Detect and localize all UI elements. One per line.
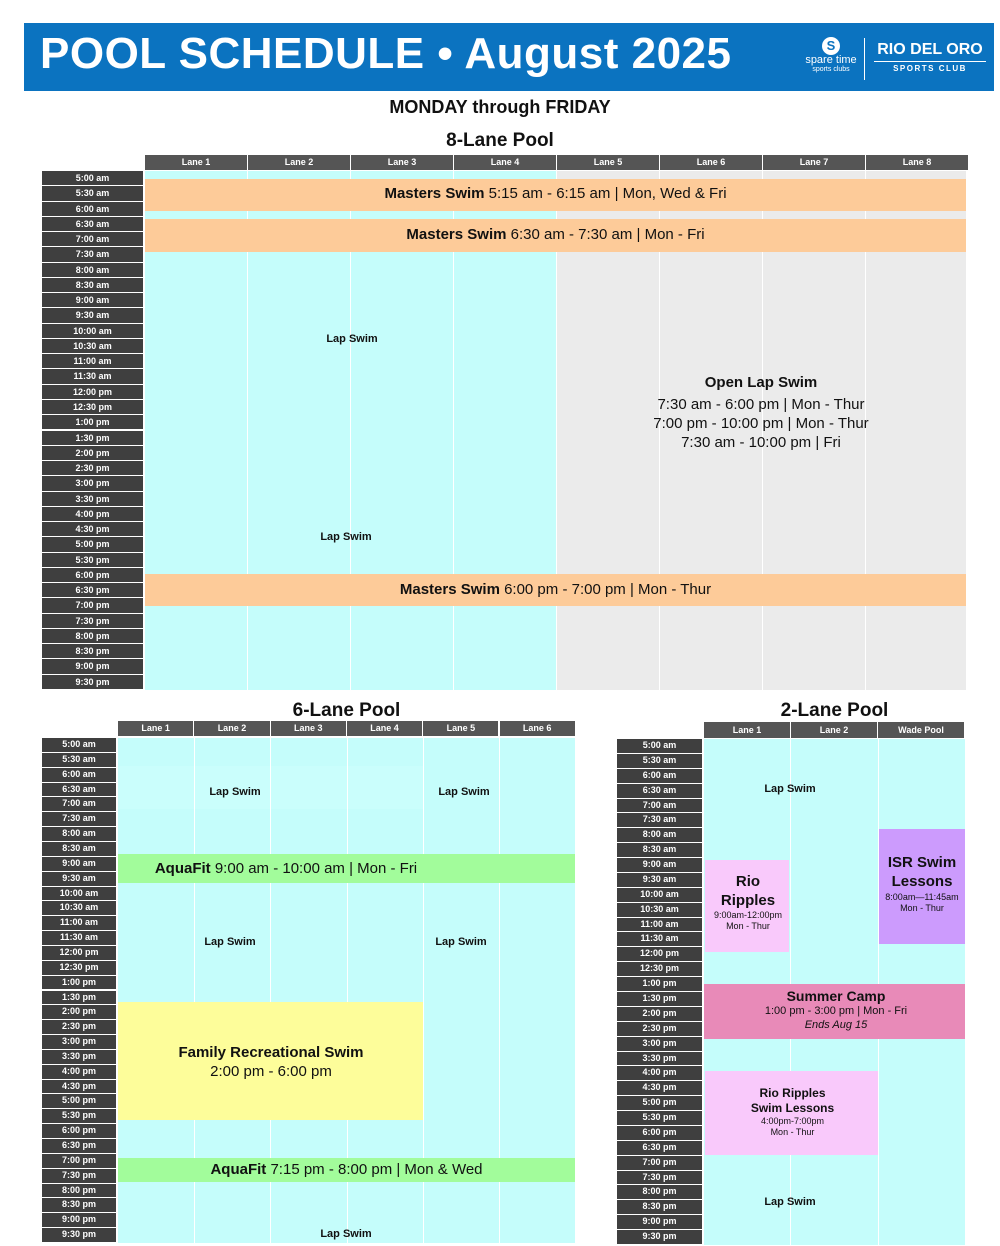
rio-del-oro-logo [870, 41, 990, 73]
pool2-lane-header: Lane 1 [704, 722, 790, 738]
pool8-time-label: 5:30 pm [42, 553, 143, 567]
pool8-time-label: 6:30 am [42, 217, 143, 231]
pool8-time-label: 3:00 pm [42, 476, 143, 490]
days-subtitle: MONDAY through FRIDAY [389, 97, 611, 117]
pool6-time-label: 10:30 am [42, 901, 116, 915]
aquafit-evening-label: AquaFit 7:15 pm - 8:00 pm | Mon & Wed [210, 1161, 483, 1178]
pool2-time-label: 3:00 pm [617, 1037, 702, 1051]
pool2-time-label: 8:30 pm [617, 1200, 702, 1214]
pool8-time-label: 7:00 pm [42, 598, 143, 612]
pool6-time-label: 11:00 am [42, 916, 116, 930]
pool6-time-label: 9:30 am [42, 872, 116, 886]
swim-lessons-title-1: Rio Ripples [759, 1086, 826, 1100]
open-lap-swim-line2: 7:00 pm - 10:00 pm | Mon - Thur [653, 415, 869, 432]
isr-lessons-time: 8:00am—11:45am [885, 892, 959, 902]
pool8-time-label: 4:30 pm [42, 522, 143, 536]
pool2-time-label: 4:00 pm [617, 1066, 702, 1080]
pool6-time-label: 3:30 pm [42, 1050, 116, 1064]
pool6-time-label: 12:30 pm [42, 961, 116, 975]
pool2-time-label: 6:30 am [617, 784, 702, 798]
pool2-time-label: 10:30 am [617, 903, 702, 917]
summer-camp-title: Summer Camp [786, 988, 886, 1004]
pool6-time-label: 6:00 am [42, 768, 116, 782]
pool8-time-label: 9:30 am [42, 308, 143, 322]
pool8-title: 8-Lane Pool [446, 130, 554, 151]
masters-swim-evening-label: Masters Swim 6:00 pm - 7:00 pm | Mon - Thur [399, 581, 712, 598]
pool2-time-label: 12:00 pm [617, 947, 702, 961]
family-swim-title: Family Recreational Swim [178, 1044, 364, 1061]
pool6-time-label: 9:00 am [42, 857, 116, 871]
summer-camp-time: 1:00 pm - 3:00 pm | Mon - Fri [764, 1005, 908, 1017]
pool2-time-label: 6:30 pm [617, 1141, 702, 1155]
pool6-time-label: 7:30 pm [42, 1169, 116, 1183]
pool6-time-label: 5:00 am [42, 738, 116, 752]
pool8-time-label: 5:00 am [42, 171, 143, 185]
pool6-lane-header: Lane 5 [423, 721, 498, 736]
rio-del-oro-logo-line1: RIO DEL ORO [877, 41, 983, 58]
pool6-time-label: 5:30 pm [42, 1109, 116, 1123]
pool8-time-label: 4:00 pm [42, 507, 143, 521]
pool6-lap-swim-label-a: Lap Swim [209, 786, 261, 798]
pool6-time-label: 7:30 am [42, 812, 116, 826]
rio-ripples-time: 9:00am-12:00pm [713, 910, 783, 920]
pool6-time-label: 6:30 am [42, 783, 116, 797]
family-swim-time: 2:00 pm - 6:00 pm [210, 1063, 332, 1080]
pool8-time-label: 5:00 pm [42, 537, 143, 551]
isr-lessons-title-2: Lessons [891, 873, 953, 890]
pool2-lap-swim-label-top: Lap Swim [764, 783, 816, 795]
pool2-title: 2-Lane Pool [780, 700, 889, 721]
pool8-time-label: 6:30 pm [42, 583, 143, 597]
pool6-time-label: 4:00 pm [42, 1065, 116, 1079]
pool6-lane-header: Lane 1 [118, 721, 193, 736]
pool8-time-label: 11:30 am [42, 369, 143, 383]
pool6-lane-header: Lane 3 [271, 721, 346, 736]
pool2-time-label: 7:30 am [617, 813, 702, 827]
pool8-lap-swim-label-top: Lap Swim [326, 333, 378, 345]
pool6-lane-header: Lane 2 [194, 721, 269, 736]
spare-time-logo-line1: spare time [805, 54, 857, 66]
pool6-time-label: 1:00 pm [42, 976, 116, 990]
pool8-lane-header: Lane 1 [145, 155, 247, 170]
pool8-lane-header: Lane 5 [557, 155, 659, 170]
logo-divider [864, 38, 865, 80]
pool2-time-label: 3:30 pm [617, 1052, 702, 1066]
spare-time-logo-line2: sports clubs [812, 66, 850, 73]
pool6-time-label: 8:00 pm [42, 1184, 116, 1198]
pool2-time-label: 9:00 pm [617, 1215, 702, 1229]
pool8-time-label: 9:30 pm [42, 675, 143, 689]
pool6-time-label: 8:00 am [42, 827, 116, 841]
pool2-time-label: 6:00 am [617, 769, 702, 783]
pool6-lap-swim-label-b: Lap Swim [438, 786, 490, 798]
pool2-time-label: 7:30 pm [617, 1171, 702, 1185]
pool8-time-label: 12:30 pm [42, 400, 143, 414]
pool6-lane-header: Lane 4 [347, 721, 422, 736]
pool6-time-label: 10:00 am [42, 887, 116, 901]
pool6-time-label: 6:30 pm [42, 1139, 116, 1153]
pool6-time-label: 2:00 pm [42, 1005, 116, 1019]
rio-del-oro-logo-rule [874, 61, 986, 62]
pool8-lane-header: Lane 6 [660, 155, 762, 170]
pool8-time-label: 8:30 am [42, 278, 143, 292]
pool2-time-label: 11:00 am [617, 918, 702, 932]
pool6-time-label: 8:30 am [42, 842, 116, 856]
pool6-time-label: 9:30 pm [42, 1228, 116, 1242]
pool2-time-label: 4:30 pm [617, 1081, 702, 1095]
pool8-time-label: 9:00 pm [42, 659, 143, 673]
pool2-time-label: 8:00 pm [617, 1185, 702, 1199]
rio-del-oro-logo-line2: SPORTS CLUB [893, 64, 967, 73]
pool6-time-label: 7:00 am [42, 797, 116, 811]
header-banner [24, 23, 994, 91]
pool8-time-label: 7:30 am [42, 247, 143, 261]
pool6-time-label: 7:00 pm [42, 1154, 116, 1168]
pool2-time-label: 1:30 pm [617, 992, 702, 1006]
pool6-time-label: 8:30 pm [42, 1198, 116, 1212]
pool8-time-label: 3:30 pm [42, 492, 143, 506]
pool2-time-label: 5:30 pm [617, 1111, 702, 1125]
pool8-time-label: 10:00 am [42, 324, 143, 338]
pool2-time-label: 11:30 am [617, 932, 702, 946]
pool6-lane-header: Lane 6 [500, 721, 575, 736]
pool8-time-label: 7:00 am [42, 232, 143, 246]
rio-ripples-days: Mon - Thur [726, 921, 770, 931]
masters-swim-early-label: Masters Swim 5:15 am - 6:15 am | Mon, Wed & Fri [384, 185, 727, 202]
pool8-time-label: 8:30 pm [42, 644, 143, 658]
open-lap-swim-title: Open Lap Swim [704, 374, 818, 391]
isr-lessons-title-1: ISR Swim [887, 854, 957, 871]
pool6-lap-swim-label-e: Lap Swim [320, 1228, 372, 1240]
pool8-time-label: 2:00 pm [42, 446, 143, 460]
pool2-time-label: 9:30 pm [617, 1230, 702, 1244]
pool2-time-label: 12:30 pm [617, 962, 702, 976]
spare-time-logo [794, 37, 868, 74]
pool8-lane-header: Lane 4 [454, 155, 556, 170]
pool2-time-label: 2:00 pm [617, 1007, 702, 1021]
pool6-time-label: 1:30 pm [42, 991, 116, 1005]
family-swim-block [118, 1002, 423, 1120]
pool2-time-label: 7:00 pm [617, 1156, 702, 1170]
pool2-time-label: 6:00 pm [617, 1126, 702, 1140]
swim-lessons-title-2: Swim Lessons [750, 1101, 835, 1115]
pool2-lane-header: Lane 2 [791, 722, 877, 738]
pool2-time-label: 8:30 am [617, 843, 702, 857]
pool6-time-label: 11:30 am [42, 931, 116, 945]
pool8-time-label: 1:00 pm [42, 415, 143, 429]
pool2-time-label: 5:30 am [617, 754, 702, 768]
pool2-time-label: 9:30 am [617, 873, 702, 887]
pool2-time-label: 5:00 am [617, 739, 702, 753]
aquafit-morning-label: AquaFit 9:00 am - 10:00 am | Mon - Fri [154, 860, 418, 877]
pool8-lane-header: Lane 8 [866, 155, 968, 170]
pool8-time-label: 6:00 pm [42, 568, 143, 582]
pool2-time-label: 1:00 pm [617, 977, 702, 991]
pool8-time-label: 11:00 am [42, 354, 143, 368]
pool6-time-label: 9:00 pm [42, 1213, 116, 1227]
open-lap-swim-line1: 7:30 am - 6:00 pm | Mon - Thur [657, 396, 865, 413]
pool8-time-label: 5:30 am [42, 186, 143, 200]
pool6-time-label: 5:00 pm [42, 1094, 116, 1108]
pool8-lane-header: Lane 3 [351, 155, 453, 170]
masters-swim-morning-label: Masters Swim 6:30 am - 7:30 am | Mon - Fri [406, 226, 705, 243]
summer-camp-note: Ends Aug 15 [804, 1019, 868, 1031]
pool8-time-label: 7:30 pm [42, 614, 143, 628]
pool6-time-label: 5:30 am [42, 753, 116, 767]
pool2-time-label: 7:00 am [617, 799, 702, 813]
open-lap-swim-line3: 7:30 am - 10:00 pm | Fri [681, 434, 841, 451]
page-title: POOL SCHEDULE • August 2025 [40, 29, 732, 78]
pool6-time-label: 2:30 pm [42, 1020, 116, 1034]
spare-time-mark-icon: S [822, 37, 840, 55]
rio-ripples-title-1: Rio [735, 873, 761, 890]
pool8-time-label: 2:30 pm [42, 461, 143, 475]
pool2-time-label: 8:00 am [617, 828, 702, 842]
pool8-lane-header: Lane 2 [248, 155, 350, 170]
pool8-lane-header: Lane 7 [763, 155, 865, 170]
swim-lessons-time: 4:00pm-7:00pm [760, 1116, 825, 1126]
swim-lessons-days: Mon - Thur [770, 1127, 815, 1137]
pool8-time-label: 8:00 pm [42, 629, 143, 643]
pool2-lap-swim-label-bottom: Lap Swim [764, 1196, 816, 1208]
pool8-time-label: 8:00 am [42, 263, 143, 277]
pool2-time-label: 5:00 pm [617, 1096, 702, 1110]
pool6-lap-swim-label-c: Lap Swim [204, 936, 256, 948]
pool2-time-label: 9:00 am [617, 858, 702, 872]
pool2-time-label: 2:30 pm [617, 1022, 702, 1036]
pool6-lap-swim-label-d: Lap Swim [435, 936, 487, 948]
pool6-title: 6-Lane Pool [292, 700, 401, 721]
pool8-lap-swim-label-bottom: Lap Swim [320, 531, 372, 543]
pool8-time-label: 6:00 am [42, 202, 143, 216]
pool8-time-label: 12:00 pm [42, 385, 143, 399]
isr-lessons-days: Mon - Thur [900, 903, 944, 913]
rio-ripples-title-2: Ripples [720, 892, 776, 909]
pool8-time-label: 10:30 am [42, 339, 143, 353]
pool2-lane-header: Wade Pool [878, 722, 964, 738]
pool2-time-label: 10:00 am [617, 888, 702, 902]
pool6-time-label: 12:00 pm [42, 946, 116, 960]
pool6-time-label: 6:00 pm [42, 1124, 116, 1138]
pool8-time-label: 1:30 pm [42, 431, 143, 445]
pool6-time-label: 3:00 pm [42, 1035, 116, 1049]
pool6-time-label: 4:30 pm [42, 1080, 116, 1094]
pool8-time-label: 9:00 am [42, 293, 143, 307]
